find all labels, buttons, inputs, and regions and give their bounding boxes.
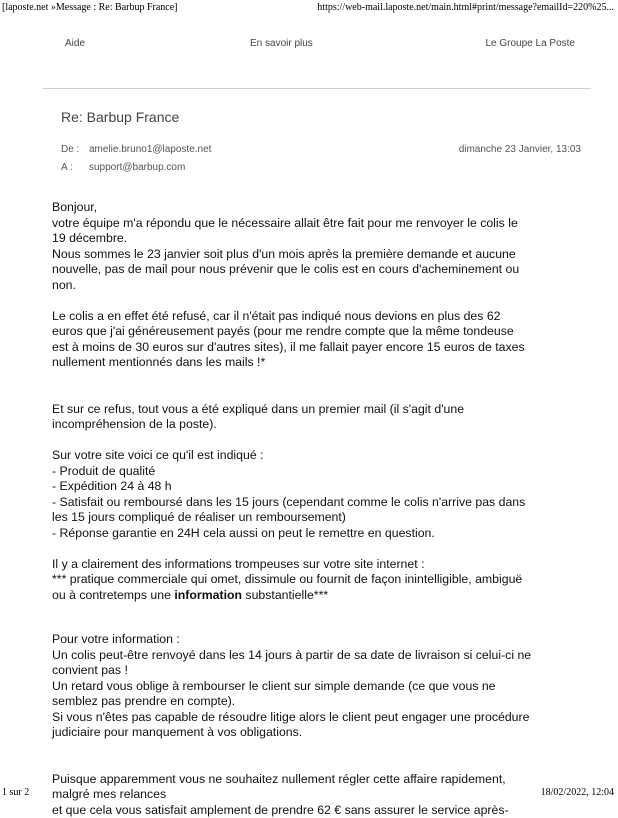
body-line: Le colis a en effet été refusé, car il n'était pas indiqué nous devions en plus des 62	[52, 309, 552, 325]
body-line: - Produit de qualité	[52, 464, 552, 480]
body-line: euros que j'ai généreusement payés (pour me rendre compte que la même tondeuse	[52, 324, 552, 340]
body-line: - Réponse garantie en 24H cela aussi on peut le remettre en question.	[52, 526, 552, 542]
learn-more-link[interactable]: En savoir plus	[250, 38, 313, 49]
body-line: *** pratique commerciale qui omet, dissimule ou fournit de façon inintelligible, ambiguë	[52, 572, 552, 588]
body-text: ou à contretemps une	[52, 588, 174, 602]
paragraph-information	[52, 632, 552, 741]
body-line: Un colis peut-être renvoyé dans les 14 jours à partir de sa date de livraison si celui-ci ne	[52, 648, 552, 664]
body-line: Nous sommes le 23 janvier soit plus d'un mois après la première demande et aucune	[52, 247, 552, 263]
print-page-title: [laposte.net »Message : Re: Barbup France]	[2, 2, 178, 13]
body-line: malgré mes relances	[52, 787, 552, 803]
paragraph-explanation	[52, 402, 552, 433]
message-subject: Re: Barbup France	[61, 109, 179, 125]
body-line: Il y a clairement des informations trompeuses sur votre site internet :	[52, 557, 552, 573]
body-line: incompréhension de la poste).	[52, 417, 552, 433]
top-navigation	[0, 38, 618, 52]
body-line: 19 décembre.	[52, 231, 552, 247]
page-number: 1 sur 2	[2, 787, 29, 798]
body-line: Un retard vous oblige à rembourser le client sur simple demande (ce que vous ne	[52, 679, 552, 695]
body-line: Pour votre information :	[52, 632, 552, 648]
sender-address[interactable]: amelie.bruno1@laposte.net	[89, 144, 211, 155]
body-line: - Satisfait ou remboursé dans les 15 jours (cependant comme le colis n'arrive pas dans	[52, 495, 552, 511]
header-divider	[43, 88, 591, 89]
body-line: - Expédition 24 à 48 h	[52, 479, 552, 495]
body-line: votre équipe m'a répondu que le nécessaire allait être fait pour me renvoyer le colis le	[52, 216, 552, 232]
la-poste-group-link[interactable]: Le Groupe La Poste	[485, 38, 575, 49]
body-line: est à moins de 30 euros sur d'autres sites), il me fallait payer encore 15 euros de taxes	[52, 340, 552, 356]
paragraph-conclusion	[52, 772, 552, 818]
bold-text: information	[174, 588, 242, 602]
body-line: nouvelle, pas de mail pour nous prévenir que le colis est en cours d'acheminement ou	[52, 262, 552, 278]
paragraph-misleading	[52, 557, 552, 604]
print-datetime: 18/02/2022, 12:04	[541, 787, 614, 798]
body-line: semblez pas prendre en compte).	[52, 694, 552, 710]
body-line: Sur votre site voici ce qu'il est indiqué :	[52, 448, 552, 464]
body-text: substantielle***	[242, 588, 328, 602]
recipient-address[interactable]: support@barbup.com	[89, 162, 185, 173]
body-line: Et sur ce refus, tout vous a été expliqué dans un premier mail (il s'agit d'une	[52, 402, 552, 418]
to-label: A :	[61, 162, 73, 173]
paragraph-greeting	[52, 200, 552, 293]
body-line: convient pas !	[52, 663, 552, 679]
from-label: De :	[61, 144, 79, 155]
message-date: dimanche 23 Janvier, 13:03	[459, 144, 581, 155]
paragraph-site-claims	[52, 448, 552, 541]
body-line: les 15 jours compliqué de réaliser un remboursement)	[52, 510, 552, 526]
body-line: Bonjour,	[52, 200, 552, 216]
body-line	[52, 588, 552, 604]
message-body	[52, 200, 552, 818]
body-line: et que cela vous satisfait amplement de prendre 62 € sans assurer le service après-	[52, 803, 552, 818]
body-line: Puisque apparemment vous ne souhaitez nullement régler cette affaire rapidement,	[52, 772, 552, 788]
body-line: nullement mentionnés dans les mails !*	[52, 355, 552, 371]
help-link[interactable]: Aide	[65, 38, 85, 49]
body-line: non.	[52, 278, 552, 294]
print-page-url: https://web-mail.laposte.net/main.html#print/message?emailId=220%25...	[317, 2, 614, 13]
body-line: Si vous n'êtes pas capable de résoudre litige alors le client peut engager une procédure	[52, 710, 552, 726]
body-line: judiciaire pour manquement à vos obligations.	[52, 725, 552, 741]
paragraph-refusal	[52, 309, 552, 371]
